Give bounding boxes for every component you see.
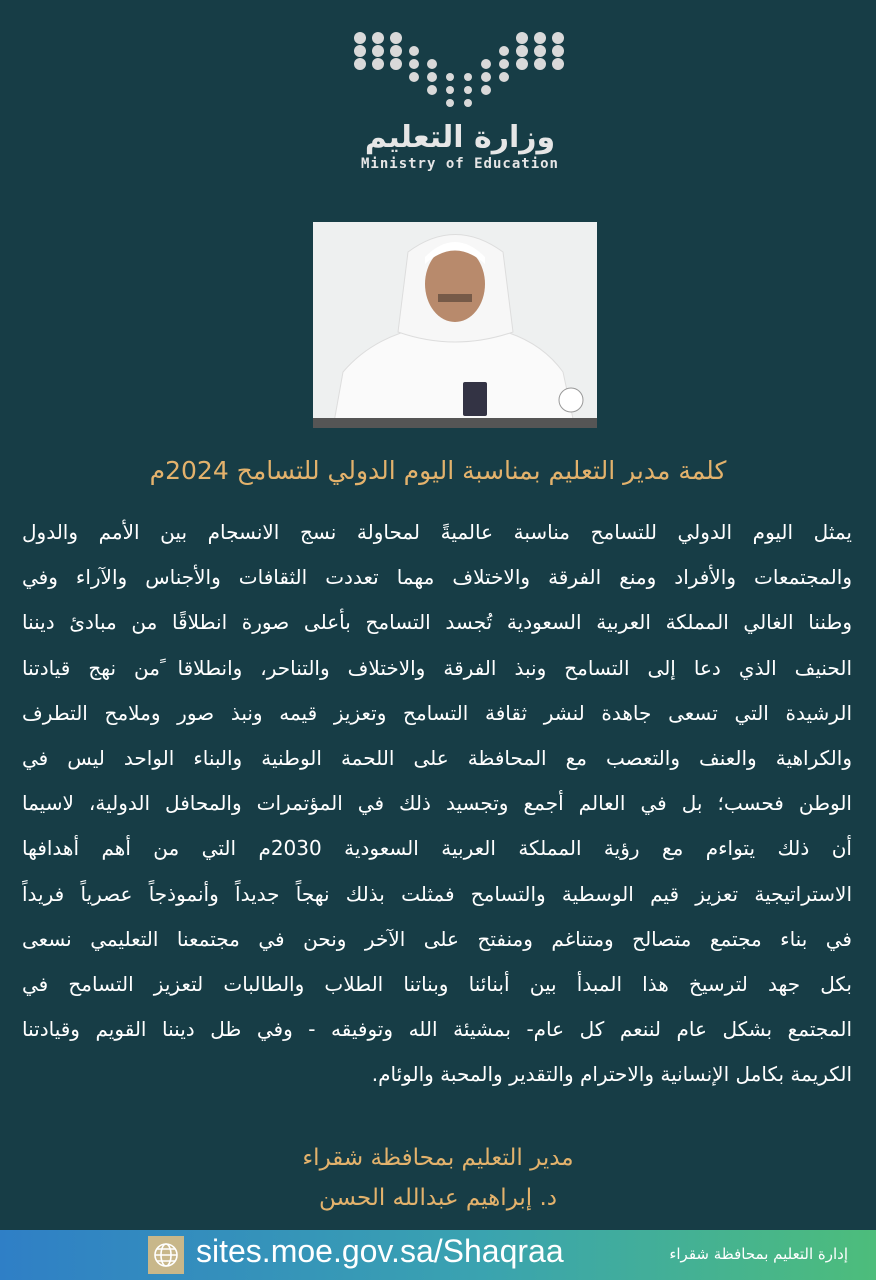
logo-dot — [534, 58, 546, 70]
logo-dot — [354, 58, 366, 70]
logo-dot — [390, 58, 402, 70]
footer-bar — [0, 1230, 876, 1280]
speech-body — [22, 510, 852, 1097]
logo-dot — [427, 59, 437, 69]
body-line: الرشيدة التي تسعى جاهدة لنشر ثقافة التسامح وتعزيز قيمه ونبذ صور وملامح التطرف — [22, 700, 852, 725]
body-line: في بناء مجتمع متصالح ومتناغم ومنفتح على الآخر ونحن في مجتمعنا التعليمي نسعى — [22, 926, 852, 951]
logo-dot — [534, 32, 546, 44]
logo-dot — [481, 85, 491, 95]
logo-dot — [464, 99, 472, 107]
body-line: الكريمة بكامل الإنسانية والاحترام والتقدير والمحبة والوئام. — [371, 1062, 852, 1087]
logo-dot — [516, 45, 528, 57]
logo-dot — [499, 72, 509, 82]
logo-dot — [516, 32, 528, 44]
logo-dot — [481, 72, 491, 82]
logo-dot — [409, 72, 419, 82]
logo-dot — [516, 58, 528, 70]
logo-dot — [427, 72, 437, 82]
logo-dot — [552, 32, 564, 44]
logo-dot — [464, 86, 472, 94]
logo-dot — [409, 46, 419, 56]
body-line: وطننا الغالي المملكة العربية السعودية تُجسد التسامح بأعلى صورة انطلاقًا من مبادئ ديننا — [22, 610, 852, 635]
signature-name: د. إبراهيم عبدالله الحسن — [318, 1185, 558, 1211]
logo-dot — [372, 32, 384, 44]
logo-dot — [464, 73, 472, 81]
logo-english: Ministry of Education — [360, 156, 559, 172]
logo-dot — [552, 58, 564, 70]
body-line: الحنيف الذي دعا إلى التسامح ونبذ الفرقة والاختلاف والتناحر، وانطلاقا ًمن نهج قيادتنا — [22, 655, 852, 680]
logo-dot — [534, 45, 546, 57]
logo-arabic: وزارة التعليم — [364, 120, 556, 155]
body-line: بكل جهد لترسيخ هذا المبدأ بين أبنائنا وبناتنا الطلاب والطالبات لتعزيز التسامح في — [22, 971, 852, 996]
signature-position: مدير التعليم بمحافظة شقراء — [302, 1145, 574, 1171]
logo-dot — [372, 45, 384, 57]
body-line: أن ذلك يتواءم مع رؤية المملكة العربية السعودية 2030م التي من أهم أهدافها — [22, 836, 852, 861]
logo-dot — [499, 46, 509, 56]
logo-dot — [354, 32, 366, 44]
logo-dot — [446, 86, 454, 94]
logo-dot — [552, 45, 564, 57]
logo-dot — [481, 59, 491, 69]
logo-dot — [427, 85, 437, 95]
logo-dot — [499, 59, 509, 69]
logo-dots-icon — [350, 30, 570, 110]
website-link[interactable]: sites.moe.gov.sa/Shaqraa — [196, 1233, 564, 1269]
logo-dot — [409, 59, 419, 69]
logo-dot — [390, 32, 402, 44]
body-line: الوطن فحسب؛ بل في العالم أجمع وتجسيد ذلك في المؤتمرات والمحافل الدولية، لاسيما — [22, 791, 852, 816]
logo-dot — [446, 73, 454, 81]
body-line: الاستراتيجية تعزيز قيم الوسطية والتسامح فمثلت بذلك نهجاً جديداً وأنموذجاً عصرياً فريداً — [22, 881, 852, 906]
speech-title: كلمة مدير التعليم بمناسبة اليوم الدولي للتسامح 2024م — [149, 456, 727, 485]
body-line: المجتمع بشكل عام لننعم كل عام- بمشيئة الله وتوفيقه - وفي ظل ديننا القويم وقيادتنا — [22, 1017, 852, 1042]
body-line: يمثل اليوم الدولي للتسامح مناسبة عالميةً لمحاولة نسج الانسجام بين الأمم والدول — [22, 520, 852, 544]
ministry-logo — [350, 30, 570, 190]
globe-icon — [148, 1236, 184, 1274]
logo-dot — [390, 45, 402, 57]
logo-dot — [372, 58, 384, 70]
body-line: والمجتمعات والأفراد ومنع الفرقة والاختلاف مهما تعددت الثقافات والأجناس والآراء وفي — [22, 565, 852, 590]
logo-dot — [354, 45, 366, 57]
director-photo — [313, 222, 597, 428]
body-line: والكراهية والعنف والتعصب مع المحافظة على اللحمة الوطنية والبناء الواحد ليس في — [22, 745, 852, 770]
logo-dot — [446, 99, 454, 107]
department-name: إدارة التعليم بمحافظة شقراء — [669, 1245, 848, 1263]
